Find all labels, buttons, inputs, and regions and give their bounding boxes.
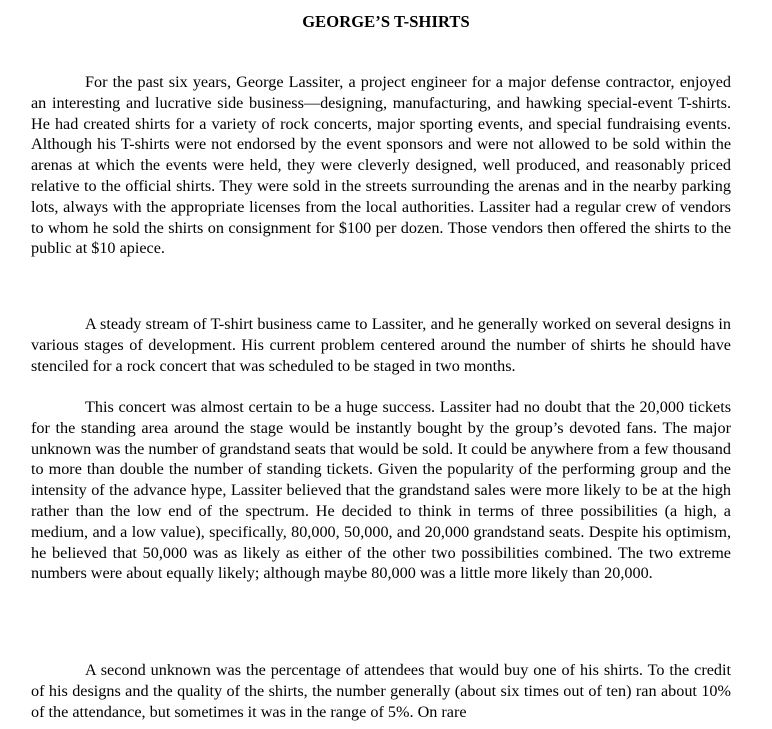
document-title: GEORGE’S T-SHIRTS <box>302 12 470 31</box>
paragraph-3: This concert was almost certain to be a huge success. Lassiter had no doubt that the 20,000 tickets for the standing area around the stage would be instantly bought by the group’s devoted fans. The major unknown was the number of grandstand seats that would be sold. It could be anywhere from a few thousand to more than double the number of standing tickets. Given the popularity of the performing group and the intensity of the advance hype, Lassiter believed that the grandstand sales were more likely to be at the high rather than the low end of the spectrum. He decided to think in terms of three possibilities (a high, a medium, and a low value), specifically, 80,000, 50,000, and 20,000 grandstand seats. Despite his optimism, he believed that 50,000 was as likely as either of the other two possibilities combined. The two extreme numbers were about equally likely; although maybe 80,000 was a little more likely than 20,000. <box>31 398 731 583</box>
paragraph-4: A second unknown was the percentage of attendees that would buy one of his shirts. To the credit of his designs and the quality of the shirts, the number generally (about six times out of ten) ran about 10% of the attendance, but sometimes it was in the range of 5%. On rare <box>31 661 731 721</box>
paragraph-2: A steady stream of T-shirt business came to Lassiter, and he generally worked on several designs in various stages of development. His current problem centered around the number of shirts he should have stenciled for a rock concert that was scheduled to be staged in two months. <box>31 315 731 375</box>
paragraph-1: For the past six years, George Lassiter, a project engineer for a major defense contractor, enjoyed an interesting and lucrative side business—designing, manufacturing, and hawking special-event T-shirts. He had created shirts for a variety of rock concerts, major sporting events, and special fundraising events. Although his T-shirts were not endorsed by the event sponsors and were not allowed to be sold within the arenas at which the events were held, they were cleverly designed, well produced, and reasonably priced relative to the official shirts. They were sold in the streets surrounding the arenas and in the nearby parking lots, always with the appropriate licenses from the local authorities. Lassiter had a regular crew of vendors to whom he sold the shirts on consignment for $100 per dozen. Those vendors then offered the shirts to the public at $10 apiece. <box>31 73 731 258</box>
